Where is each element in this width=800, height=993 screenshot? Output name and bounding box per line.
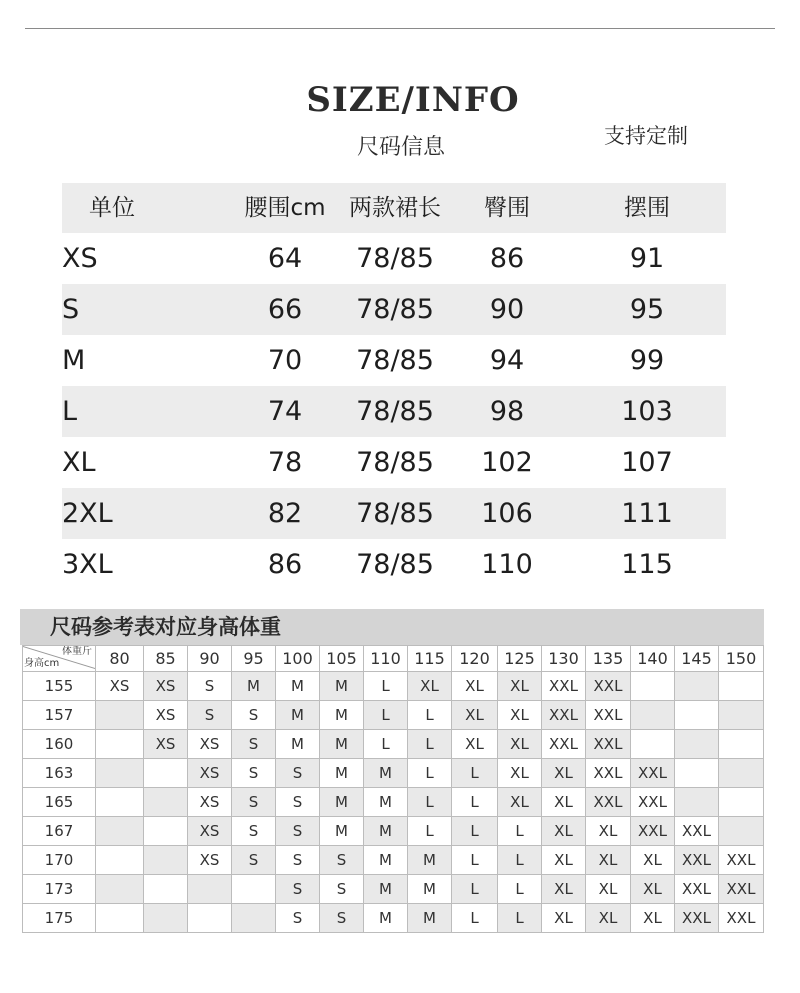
- size-chart-header: [62, 183, 726, 233]
- waist-value: 66: [267, 294, 303, 325]
- recommended-size-cell: S: [232, 846, 276, 875]
- recommended-size-cell: [144, 817, 188, 846]
- recommended-size-cell: [188, 875, 232, 904]
- recommended-size-cell: [144, 846, 188, 875]
- weight-header: 130: [542, 646, 586, 672]
- recommended-size-cell: XL: [631, 875, 675, 904]
- recommended-size-cell: XXL: [675, 846, 719, 875]
- waist-value: 64: [267, 243, 303, 274]
- recommended-size-cell: XL: [498, 730, 542, 759]
- recommended-size-cell: XL: [542, 875, 586, 904]
- recommended-size-cell: [96, 846, 144, 875]
- size-row: [62, 335, 726, 386]
- recommended-size-cell: L: [452, 759, 498, 788]
- height-weight-reference-table: [22, 645, 764, 933]
- height-label: 175: [23, 904, 96, 933]
- recommended-size-cell: XL: [498, 672, 542, 701]
- recommended-size-cell: S: [276, 759, 320, 788]
- recommended-size-cell: XL: [542, 788, 586, 817]
- recommended-size-cell: [96, 759, 144, 788]
- recommended-size-cell: XL: [542, 846, 586, 875]
- recommended-size-cell: XXL: [675, 817, 719, 846]
- recommended-size-cell: XS: [96, 672, 144, 701]
- weight-header: 105: [320, 646, 364, 672]
- column-header-hem: 摆围: [624, 195, 670, 221]
- recommended-size-cell: L: [364, 730, 408, 759]
- recommended-size-cell: M: [320, 788, 364, 817]
- recommended-size-cell: [188, 904, 232, 933]
- height-label: 163: [23, 759, 96, 788]
- recommended-size-cell: L: [498, 846, 542, 875]
- recommended-size-cell: M: [320, 701, 364, 730]
- recommended-size-cell: L: [452, 846, 498, 875]
- recommended-size-cell: [96, 817, 144, 846]
- hem-value: 99: [629, 345, 665, 376]
- reference-row: [23, 817, 764, 846]
- hip-value: 94: [489, 345, 525, 376]
- recommended-size-cell: [144, 875, 188, 904]
- weight-header: 135: [586, 646, 631, 672]
- hip-value: 110: [481, 549, 533, 580]
- recommended-size-cell: [144, 759, 188, 788]
- recommended-size-cell: L: [408, 788, 452, 817]
- size-row: [62, 488, 726, 539]
- recommended-size-cell: [675, 672, 719, 701]
- recommended-size-cell: [96, 875, 144, 904]
- page-title: SIZE/INFO: [306, 80, 520, 120]
- recommended-size-cell: XXL: [542, 730, 586, 759]
- size-label: M: [62, 345, 86, 376]
- recommended-size-cell: XS: [188, 788, 232, 817]
- size-label: 2XL: [62, 498, 113, 529]
- recommended-size-cell: M: [320, 730, 364, 759]
- reference-row: [23, 672, 764, 701]
- size-chart-table: [62, 183, 726, 590]
- hem-value: 103: [621, 396, 673, 427]
- weight-header: 110: [364, 646, 408, 672]
- hip-value: 90: [489, 294, 525, 325]
- top-divider: [25, 28, 775, 29]
- weight-header: 150: [719, 646, 764, 672]
- recommended-size-cell: XL: [498, 701, 542, 730]
- recommended-size-cell: XXL: [586, 759, 631, 788]
- waist-value: 74: [267, 396, 303, 427]
- size-label: XS: [62, 243, 98, 274]
- column-header-waist: 腰围cm: [244, 195, 326, 221]
- length-value: 78/85: [356, 345, 434, 376]
- recommended-size-cell: [719, 788, 764, 817]
- reference-row: [23, 846, 764, 875]
- reference-row: [23, 759, 764, 788]
- recommended-size-cell: XL: [542, 904, 586, 933]
- hip-value: 102: [481, 447, 533, 478]
- recommended-size-cell: [675, 759, 719, 788]
- hip-value: 98: [489, 396, 525, 427]
- corner-height-label: 身高cm: [24, 658, 60, 669]
- hem-value: 115: [621, 549, 673, 580]
- length-value: 78/85: [356, 549, 434, 580]
- reference-row: [23, 730, 764, 759]
- height-label: 165: [23, 788, 96, 817]
- recommended-size-cell: M: [320, 759, 364, 788]
- recommended-size-cell: [675, 730, 719, 759]
- recommended-size-cell: XS: [188, 759, 232, 788]
- hip-value: 86: [489, 243, 525, 274]
- recommended-size-cell: S: [232, 701, 276, 730]
- recommended-size-cell: XL: [586, 904, 631, 933]
- recommended-size-cell: [144, 788, 188, 817]
- hem-value: 91: [629, 243, 665, 274]
- recommended-size-cell: [675, 701, 719, 730]
- recommended-size-cell: M: [232, 672, 276, 701]
- recommended-size-cell: XXL: [586, 788, 631, 817]
- corner-weight-label: 体重斤: [62, 646, 92, 657]
- recommended-size-cell: [719, 672, 764, 701]
- reference-row: [23, 875, 764, 904]
- length-value: 78/85: [356, 396, 434, 427]
- recommended-size-cell: [144, 904, 188, 933]
- corner-cell: [23, 646, 96, 672]
- reference-row: [23, 701, 764, 730]
- recommended-size-cell: [719, 701, 764, 730]
- recommended-size-cell: M: [364, 788, 408, 817]
- weight-header: 140: [631, 646, 675, 672]
- height-label: 167: [23, 817, 96, 846]
- recommended-size-cell: S: [276, 875, 320, 904]
- recommended-size-cell: XL: [586, 846, 631, 875]
- recommended-size-cell: XXL: [631, 817, 675, 846]
- recommended-size-cell: M: [408, 846, 452, 875]
- recommended-size-cell: XS: [144, 701, 188, 730]
- recommended-size-cell: [232, 875, 276, 904]
- waist-value: 86: [267, 549, 303, 580]
- reference-row: [23, 904, 764, 933]
- recommended-size-cell: M: [364, 846, 408, 875]
- recommended-size-cell: [631, 730, 675, 759]
- weight-header: 100: [276, 646, 320, 672]
- recommended-size-cell: XL: [631, 846, 675, 875]
- recommended-size-cell: S: [276, 846, 320, 875]
- hip-value: 106: [481, 498, 533, 529]
- recommended-size-cell: S: [232, 759, 276, 788]
- recommended-size-cell: M: [364, 904, 408, 933]
- recommended-size-cell: M: [408, 904, 452, 933]
- recommended-size-cell: S: [320, 875, 364, 904]
- size-row: [62, 284, 726, 335]
- recommended-size-cell: XXL: [631, 759, 675, 788]
- recommended-size-cell: XXL: [542, 672, 586, 701]
- recommended-size-cell: [232, 904, 276, 933]
- length-value: 78/85: [356, 294, 434, 325]
- height-label: 173: [23, 875, 96, 904]
- waist-value: 78: [267, 447, 303, 478]
- weight-header: 120: [452, 646, 498, 672]
- weight-header: 145: [675, 646, 719, 672]
- recommended-size-cell: [719, 730, 764, 759]
- recommended-size-cell: S: [320, 904, 364, 933]
- recommended-size-cell: M: [364, 759, 408, 788]
- height-label: 170: [23, 846, 96, 875]
- size-label: S: [62, 294, 80, 325]
- recommended-size-cell: XXL: [675, 875, 719, 904]
- hem-value: 111: [621, 498, 673, 529]
- recommended-size-cell: XL: [586, 817, 631, 846]
- custom-note: 支持定制: [604, 124, 688, 148]
- recommended-size-cell: XXL: [719, 875, 764, 904]
- recommended-size-cell: [631, 701, 675, 730]
- weight-header: 80: [96, 646, 144, 672]
- recommended-size-cell: XXL: [586, 701, 631, 730]
- height-label: 160: [23, 730, 96, 759]
- size-row: [62, 539, 726, 590]
- recommended-size-cell: L: [452, 817, 498, 846]
- recommended-size-cell: [96, 788, 144, 817]
- recommended-size-cell: L: [498, 904, 542, 933]
- recommended-size-cell: XL: [452, 701, 498, 730]
- recommended-size-cell: L: [408, 817, 452, 846]
- recommended-size-cell: L: [364, 672, 408, 701]
- recommended-size-cell: M: [364, 817, 408, 846]
- waist-value: 82: [267, 498, 303, 529]
- recommended-size-cell: [631, 672, 675, 701]
- length-value: 78/85: [356, 243, 434, 274]
- recommended-size-cell: [719, 759, 764, 788]
- hem-value: 95: [629, 294, 665, 325]
- recommended-size-cell: XL: [542, 817, 586, 846]
- recommended-size-cell: XL: [542, 759, 586, 788]
- recommended-size-cell: XS: [144, 730, 188, 759]
- size-row: [62, 233, 726, 284]
- recommended-size-cell: M: [364, 875, 408, 904]
- recommended-size-cell: XXL: [586, 672, 631, 701]
- size-label: 3XL: [62, 549, 113, 580]
- column-header-hip: 臀围: [484, 195, 530, 221]
- reference-row: [23, 788, 764, 817]
- height-label: 155: [23, 672, 96, 701]
- recommended-size-cell: XXL: [542, 701, 586, 730]
- length-value: 78/85: [356, 447, 434, 478]
- recommended-size-cell: M: [276, 701, 320, 730]
- weight-header: 90: [188, 646, 232, 672]
- hem-value: 107: [621, 447, 673, 478]
- recommended-size-cell: S: [276, 788, 320, 817]
- recommended-size-cell: S: [232, 817, 276, 846]
- recommended-size-cell: XXL: [586, 730, 631, 759]
- recommended-size-cell: XL: [631, 904, 675, 933]
- recommended-size-cell: XXL: [719, 846, 764, 875]
- size-label: L: [62, 396, 78, 427]
- recommended-size-cell: XXL: [675, 904, 719, 933]
- recommended-size-cell: XXL: [631, 788, 675, 817]
- recommended-size-cell: L: [452, 875, 498, 904]
- recommended-size-cell: L: [498, 875, 542, 904]
- recommended-size-cell: S: [276, 817, 320, 846]
- recommended-size-cell: XL: [586, 875, 631, 904]
- page-subtitle: 尺码信息: [356, 135, 445, 160]
- reference-title: 尺码参考表对应身高体重: [50, 615, 281, 639]
- recommended-size-cell: XL: [498, 759, 542, 788]
- recommended-size-cell: XXL: [719, 904, 764, 933]
- recommended-size-cell: L: [408, 701, 452, 730]
- recommended-size-cell: [96, 701, 144, 730]
- weight-header: 95: [232, 646, 276, 672]
- size-label: XL: [62, 447, 96, 478]
- recommended-size-cell: M: [320, 672, 364, 701]
- size-row: [62, 437, 726, 488]
- recommended-size-cell: S: [276, 904, 320, 933]
- recommended-size-cell: XL: [452, 730, 498, 759]
- recommended-size-cell: XS: [144, 672, 188, 701]
- recommended-size-cell: S: [232, 730, 276, 759]
- recommended-size-cell: [96, 730, 144, 759]
- column-header-length: 两款裙长: [349, 195, 441, 221]
- recommended-size-cell: L: [408, 730, 452, 759]
- recommended-size-cell: S: [188, 701, 232, 730]
- recommended-size-cell: M: [408, 875, 452, 904]
- reference-header-row: [23, 646, 764, 672]
- recommended-size-cell: L: [452, 904, 498, 933]
- waist-value: 70: [267, 345, 303, 376]
- recommended-size-cell: [675, 788, 719, 817]
- recommended-size-cell: L: [364, 701, 408, 730]
- recommended-size-cell: XL: [452, 672, 498, 701]
- recommended-size-cell: [96, 904, 144, 933]
- weight-header: 115: [408, 646, 452, 672]
- weight-header: 125: [498, 646, 542, 672]
- recommended-size-cell: XL: [498, 788, 542, 817]
- recommended-size-cell: L: [498, 817, 542, 846]
- recommended-size-cell: XL: [408, 672, 452, 701]
- height-label: 157: [23, 701, 96, 730]
- recommended-size-cell: M: [320, 817, 364, 846]
- recommended-size-cell: S: [232, 788, 276, 817]
- recommended-size-cell: S: [320, 846, 364, 875]
- recommended-size-cell: M: [276, 730, 320, 759]
- recommended-size-cell: XS: [188, 730, 232, 759]
- length-value: 78/85: [356, 498, 434, 529]
- recommended-size-cell: XS: [188, 817, 232, 846]
- weight-header: 85: [144, 646, 188, 672]
- recommended-size-cell: L: [452, 788, 498, 817]
- recommended-size-cell: [719, 817, 764, 846]
- reference-title-bar: [20, 609, 764, 645]
- column-header-unit: 单位: [89, 195, 135, 221]
- size-row: [62, 386, 726, 437]
- recommended-size-cell: M: [276, 672, 320, 701]
- recommended-size-cell: L: [408, 759, 452, 788]
- recommended-size-cell: S: [188, 672, 232, 701]
- recommended-size-cell: XS: [188, 846, 232, 875]
